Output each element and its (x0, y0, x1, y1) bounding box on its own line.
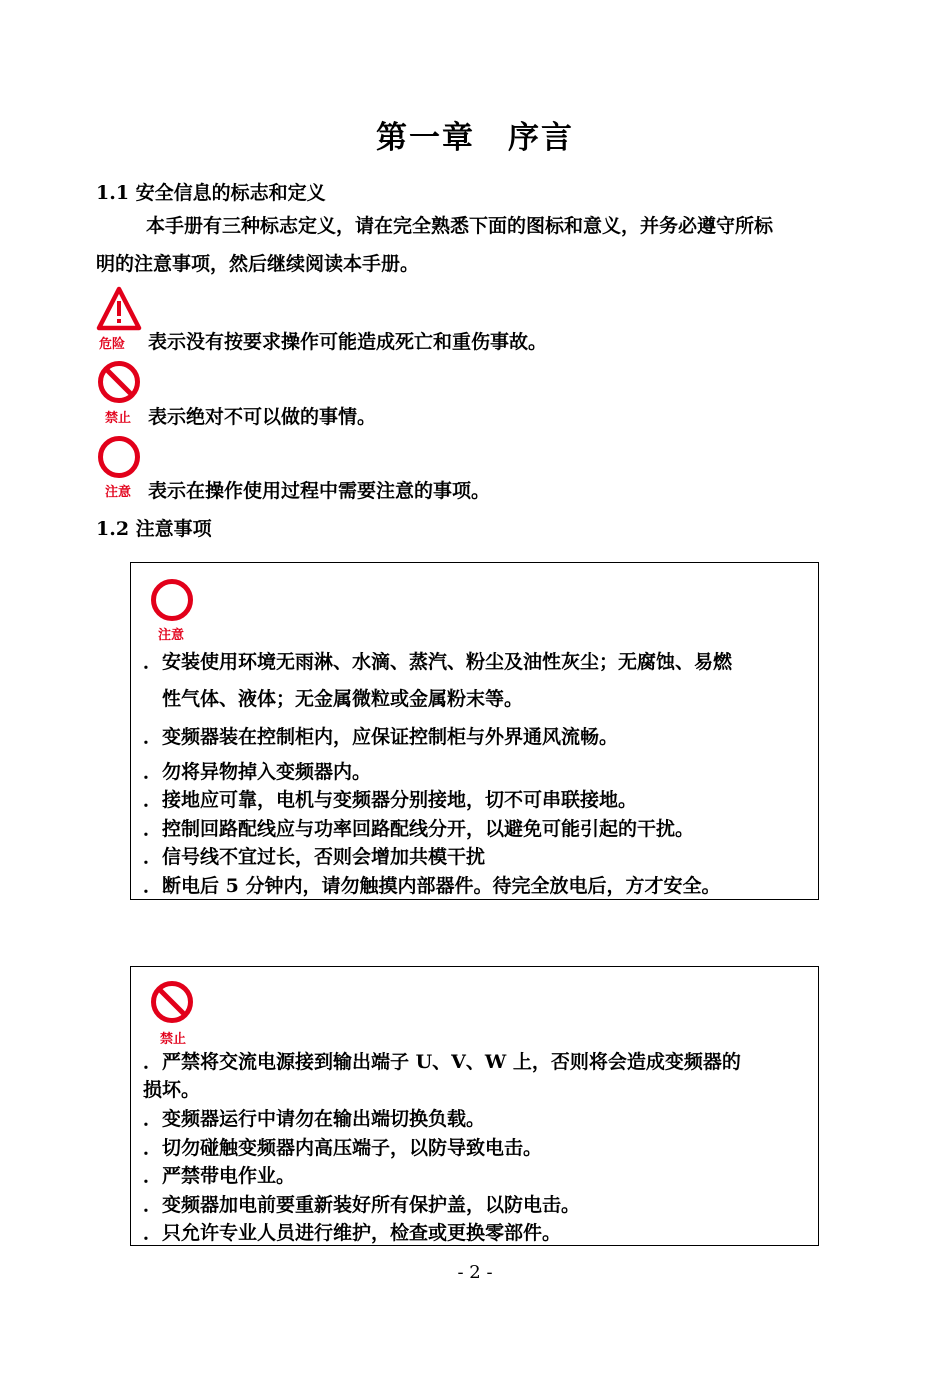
prohibited-symbol (96, 359, 142, 405)
caution-item: ．变频器装在控制柜内，应保证控制柜与外界通风流畅。 (143, 726, 619, 748)
caution-item: ．接地应可靠，电机与变频器分别接地，切不可串联接地。 (143, 789, 638, 811)
prohibit-item: ．只允许专业人员进行维护，检查或更换零部件。 (143, 1222, 562, 1244)
prohibit-box-symbol (149, 979, 195, 1025)
caution-box (130, 562, 819, 900)
caution-description: 表示在操作使用过程中需要注意的事项。 (148, 480, 491, 502)
danger-description: 表示没有按要求操作可能造成死亡和重伤事故。 (148, 331, 548, 353)
prohibited-icon (149, 979, 195, 1025)
prohibited-label: 禁止 (105, 411, 132, 426)
caution-item: ．安装使用环境无雨淋、水滴、蒸汽、粉尘及油性灰尘；无腐蚀、易燃 (143, 651, 733, 673)
prohibit-item: ．严禁带电作业。 (143, 1165, 296, 1187)
prohibit-box (130, 966, 819, 1246)
prohibit-item: ．切勿碰触变频器内高压端子，以防导致电击。 (143, 1137, 543, 1159)
prohibit-box-label: 禁止 (160, 1032, 187, 1047)
prohibit-item: ．变频器加电前要重新装好所有保护盖，以防电击。 (143, 1194, 581, 1216)
prohibited-icon (96, 359, 142, 405)
danger-triangle-icon (96, 286, 142, 332)
section-1-2-title: 1.2 注意事项 (96, 518, 212, 540)
prohibited-description: 表示绝对不可以做的事情。 (148, 406, 377, 428)
danger-symbol (96, 286, 142, 332)
page-number: - 2 - (457, 1262, 493, 1283)
caution-item: ．控制回路配线应与功率回路配线分开，以避免可能引起的干扰。 (143, 818, 695, 840)
intro-line-1: 本手册有三种标志定义，请在完全熟悉下面的图标和意义，并务必遵守所标 (146, 215, 774, 237)
caution-symbol (96, 434, 142, 480)
prohibit-item: ．严禁将交流电源接到输出端子 U、V、W 上，否则将会造成变频器的 (143, 1051, 741, 1073)
caution-item: ．勿将异物掉入变频器内。 (143, 761, 372, 783)
caution-item: 性气体、液体；无金属微粒或金属粉末等。 (162, 688, 524, 710)
caution-box-label: 注意 (158, 628, 185, 643)
danger-label: 危险 (99, 337, 126, 352)
chapter-title: 第一章 序言 (376, 120, 574, 156)
caution-circle-icon (96, 434, 142, 480)
section-1-1-title: 1.1 安全信息的标志和定义 (96, 182, 326, 204)
caution-box-symbol (149, 577, 195, 623)
caution-label: 注意 (105, 485, 132, 500)
caution-item: ．信号线不宜过长，否则会增加共模干扰 (143, 846, 486, 868)
prohibit-item: ．变频器运行中请勿在输出端切换负载。 (143, 1108, 486, 1130)
caution-circle-icon (149, 577, 195, 623)
intro-line-2: 明的注意事项，然后继续阅读本手册。 (96, 253, 420, 275)
caution-item: ．断电后 5 分钟内，请勿触摸内部器件。待完全放电后，方才安全。 (143, 875, 721, 897)
prohibit-item: 损坏。 (143, 1079, 201, 1101)
